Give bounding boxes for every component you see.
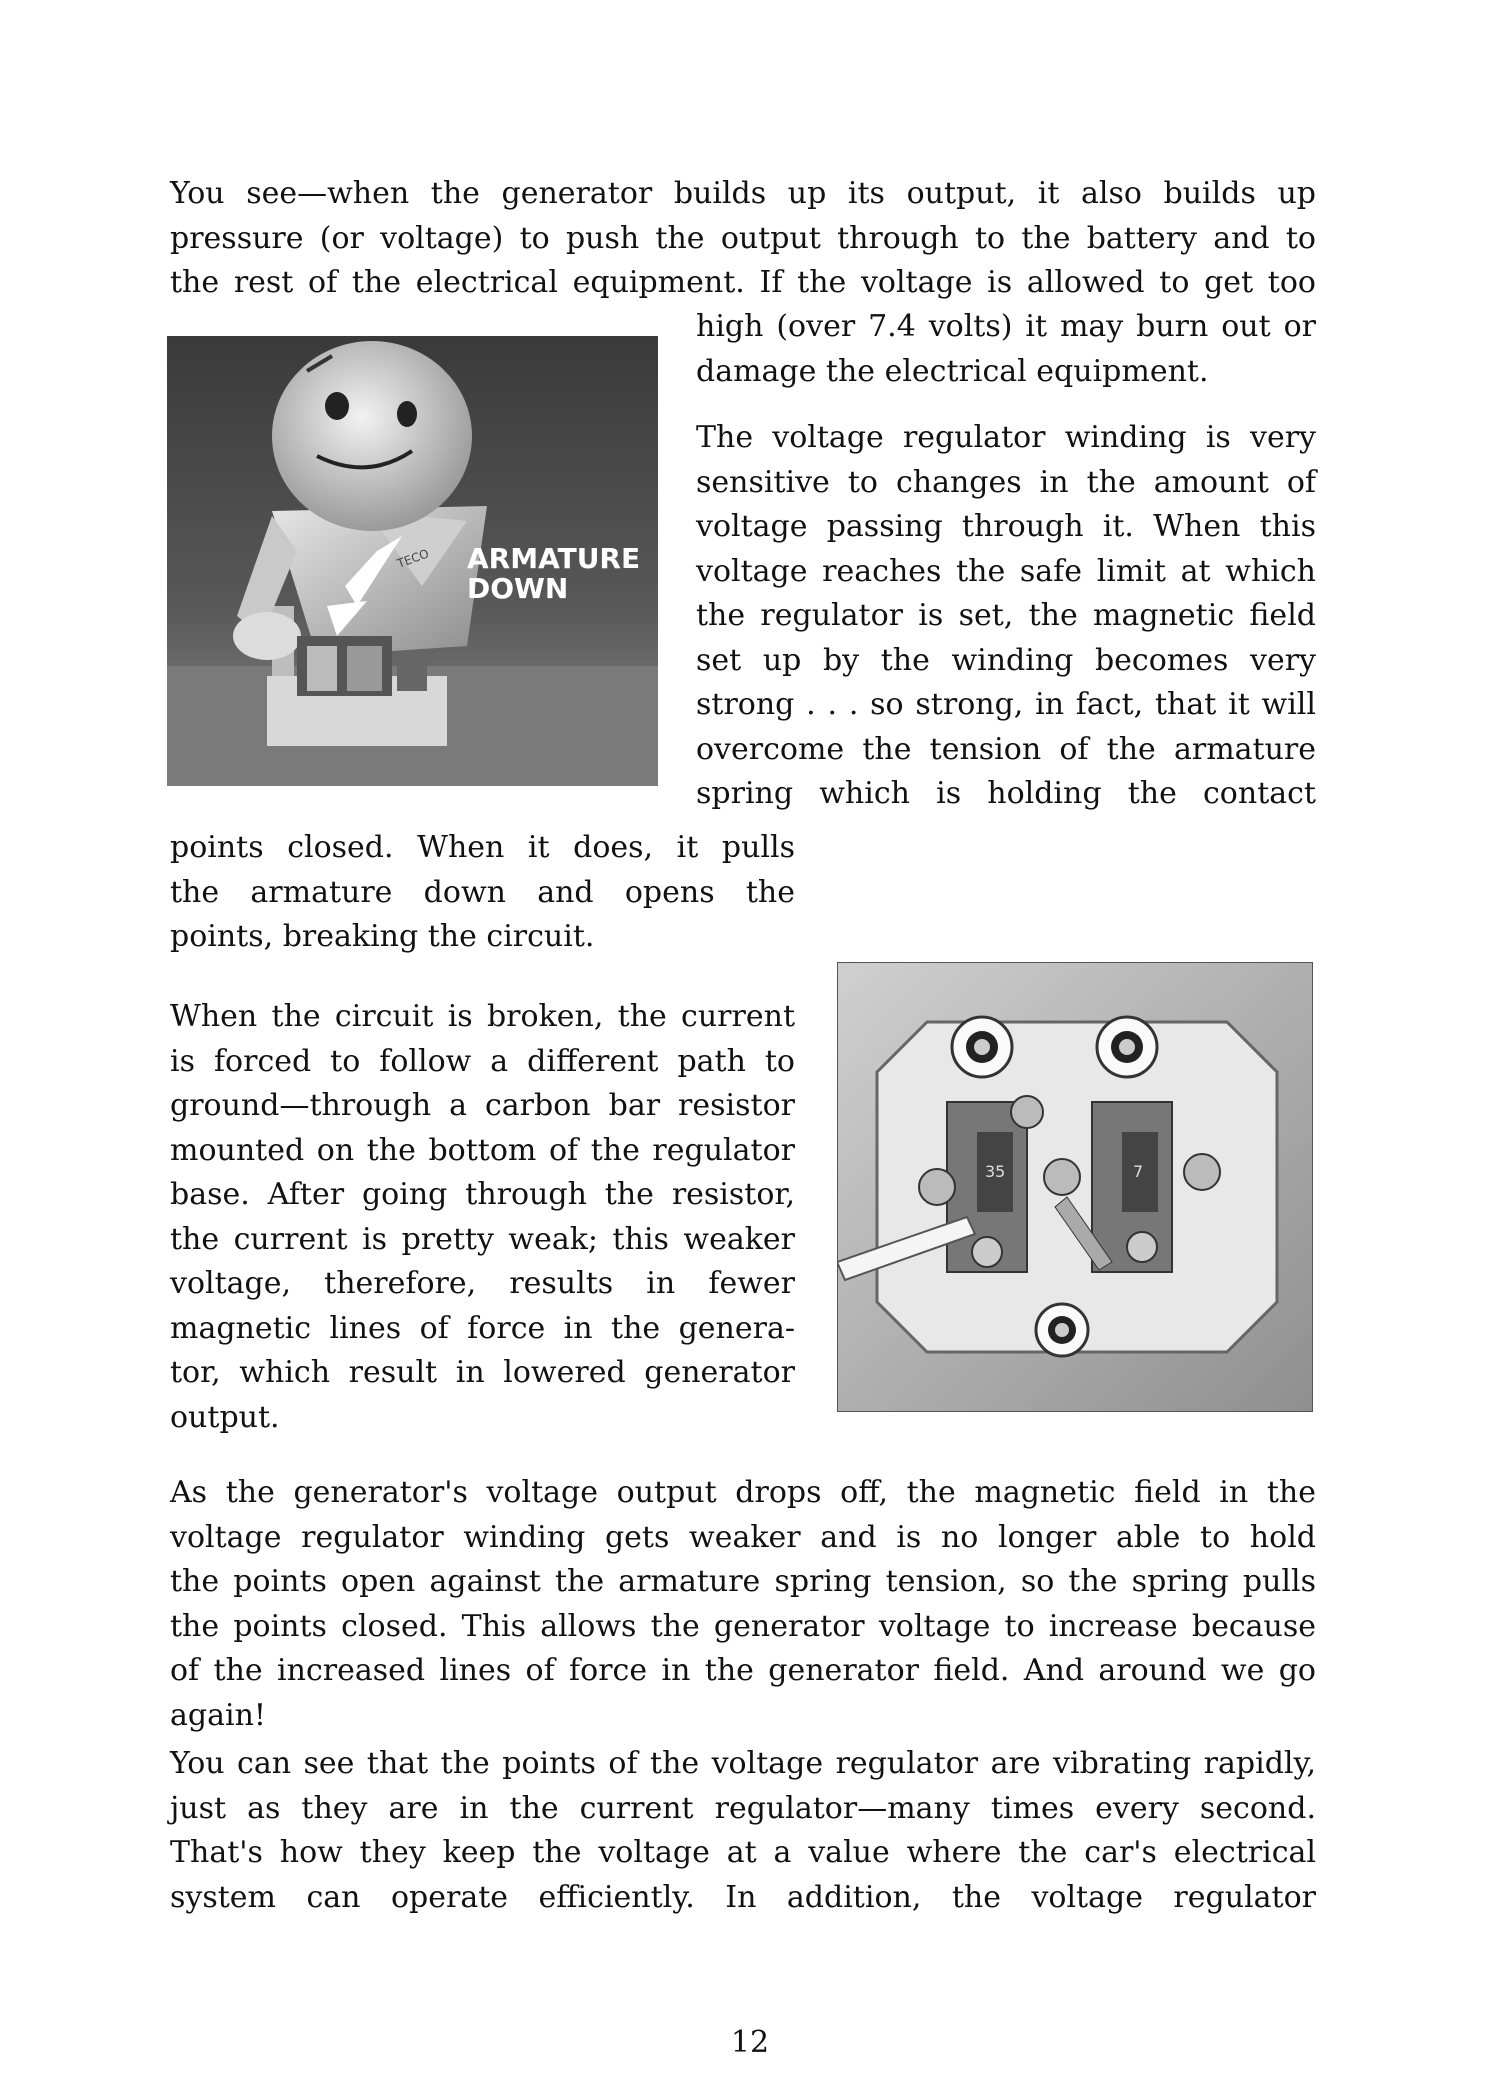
mascot-badge-text: TECO [395,546,431,571]
text-line: strong . . . so strong, in fact, that it will [696,687,1316,722]
text-line: pressure (or voltage) to push the output through to the battery and to [170,220,1316,256]
paragraph-regulator-winding [696,416,1316,817]
text-line: As the generator's voltage output drops off, the magnetic field in the [170,1475,1316,1510]
paragraph-intro-top [170,172,1316,306]
text-line: points closed. When it does, it pulls [170,830,795,865]
text-line: the rest of the electrical equipment. If the voltage is allowed to get too [170,265,1316,300]
text-line: the points open against the armature spring tension, so the spring pulls [170,1564,1316,1599]
page-number: 12 [730,2025,770,2060]
text-line: You can see that the points of the voltage regulator are vibrating rapidly, [170,1746,1316,1781]
text-line: You see—when the generator builds up its output, it also builds up [170,176,1316,211]
text-line: points, breaking the circuit. [170,919,595,954]
text-line: That's how they keep the voltage at a value where the car's electrical [170,1835,1316,1870]
text-line: When the circuit is broken, the current [170,999,795,1034]
text-line: of the increased lines of force in the generator field. And around we go [170,1653,1316,1688]
text-line: system can operate efficiently. In addition, the voltage regulator [170,1879,1316,1915]
text-line: sensitive to changes in the amount of [696,464,1316,500]
text-line: ground—through a carbon bar resistor [170,1088,795,1123]
regulator-closeup-photo [837,962,1313,1412]
text-line: set up by the winding becomes very [696,642,1316,678]
armature-label-line1: ARMATURE [467,542,641,575]
text-line: spring which is holding the contact [696,776,1316,811]
text-line: damage the electrical equipment. [696,353,1209,389]
armature-photo-graphic [167,336,658,786]
text-line: again! [170,1697,266,1733]
text-line: base. After going through the resistor, [170,1177,795,1212]
text-line: the armature down and opens the [170,874,795,910]
text-line: the points closed. This allows the generator voltage to increase because [170,1608,1316,1644]
text-line: voltage reaches the safe limit at which [696,553,1316,589]
text-line: magnetic lines of force in the genera- [170,1310,795,1346]
text-line: voltage regulator winding gets weaker and is no longer able to hold [170,1519,1316,1555]
armature-label-line2: DOWN [467,572,569,605]
paragraph-circuit-broken [170,995,795,1440]
text-line: the regulator is set, the magnetic field [696,598,1316,633]
text-line: just as they are in the current regulator—many times every second. [170,1790,1316,1826]
paragraph-regulator-winding-cont [170,826,795,960]
text-line: voltage passing through it. When this [696,509,1316,544]
regulator-photo-graphic [837,962,1313,1412]
terminal-mark-right: 7 [1133,1162,1144,1181]
text-line: the current is pretty weak; this weaker [170,1221,795,1257]
armature-down-photo [167,336,658,786]
text-line: high (over 7.4 volts) it may burn out or [696,309,1316,344]
paragraph-voltage-drops [170,1471,1316,1738]
text-line: overcome the tension of the armature [696,731,1316,767]
text-line: output. [170,1399,280,1435]
paragraph-intro-side [696,305,1316,394]
text-line: tor, which result in lowered generator [170,1355,795,1390]
text-line: mounted on the bottom of the regulator [170,1132,795,1168]
text-line: is forced to follow a different path to [170,1043,795,1079]
text-line: The voltage regulator winding is very [696,420,1316,455]
terminal-mark-left: 35 [985,1162,1006,1181]
text-line: voltage, therefore, results in fewer [170,1266,795,1301]
paragraph-points-vibrating [170,1742,1316,1920]
